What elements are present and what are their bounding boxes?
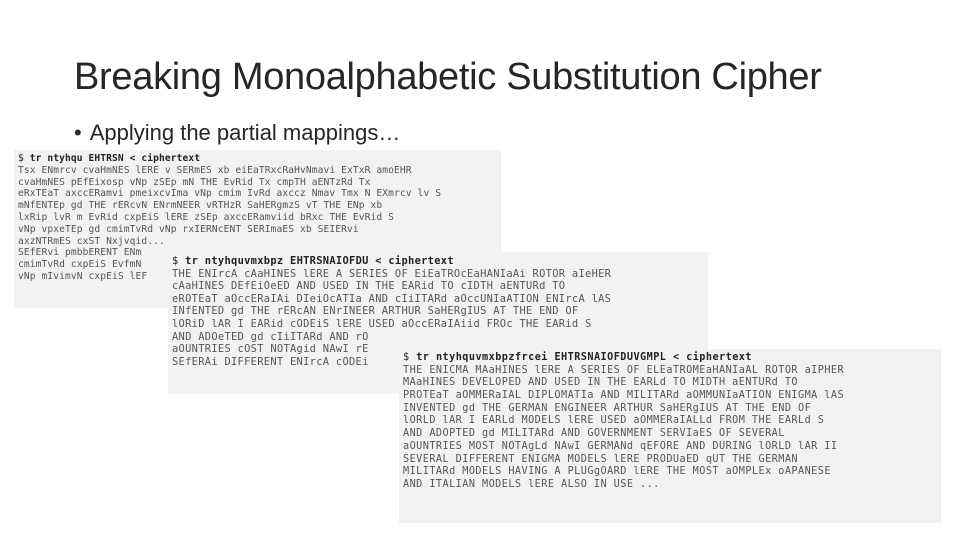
terminal-output-line: lORiD lAR I EARid cODEiS lERE USED aOccERaIAiid FROc THE EARid S: [172, 317, 592, 330]
terminal-command: tr ntyhquvmxbpzfrcei EHTRSNAIOFDUVGMPL < ciphertext: [416, 352, 752, 363]
terminal-output-line: eROTEaT aOccERaIAi DIeiOcATIa AND cIiITARd aOccUNIaATION ENIrcA lAS: [172, 292, 612, 305]
terminal-output-line: aOUNTRIES cOST NOTAgid NAwI rE: [172, 343, 369, 356]
terminal-output-line: vNp mIvimvN cxpEiS lEF: [18, 270, 148, 282]
terminal-output-line: MILITARd MODELS HAVING A PLUGgOARD lERE THE MOST aOMPLEx oAPANESE: [403, 466, 831, 478]
terminal-output-line: lxRip lvR m EvRid cxpEiS lERE zSEp axccERamviid bRxc THE EvRid S: [18, 211, 395, 223]
bullet-text: Applying the partial mappings…: [89, 120, 401, 145]
terminal-output-line: SEfERAi DIFFERENT ENIrcA cODEi: [172, 355, 369, 368]
bullet-dot: •: [74, 120, 82, 145]
terminal-output-line: MAaHINES DEVELOPED AND USED IN THE EARLd TO MIDTH aENTURd TO: [403, 377, 799, 389]
terminal-output-line: PROTEaT aOMMERaIAL DIPLOMATIa AND MILITARd aOMMUNIaATION ENIGMA lAS: [403, 390, 845, 402]
terminal-screenshot-3: [399, 349, 941, 523]
terminal-output-line: INVENTED gd THE GERMAN ENGINEER ARTHUR SaHERgIUS AT THE END OF: [403, 402, 812, 414]
terminal-output-line: INfENTED gd THE rERcAN ENrINEER ARTHUR SaHERgIUS AT THE END OF: [172, 305, 579, 318]
bullet-item: [74, 120, 400, 146]
terminal-command: tr ntyhqu EHTRSN < ciphertext: [29, 153, 201, 164]
terminal-command-line: [18, 153, 497, 165]
terminal-output-line: cAaHINES DEfEiOeED AND USED IN THE EARid TO cIDTH aENTURd TO: [172, 280, 566, 293]
terminal-output-line: aOUNTRIES MOST NOTAgLd NAwI GERMANd qEFORE AND DURING lORLD lAR II: [403, 440, 838, 452]
terminal-output-line: SEfERvi pmbbERENT ENm: [18, 247, 142, 259]
terminal-output-line: cvaHmNES pEfEixosp vNp zSEp mN THE EvRid Tx cmpTH aENTzRd Tx: [18, 176, 371, 188]
shell-prompt: $: [172, 255, 179, 267]
terminal-output-line: THE ENIrcA cAaHINES lERE A SERIES OF EiEaTROcEaHANIaAi ROTOR aIeHER: [172, 267, 612, 280]
shell-prompt: $: [403, 352, 410, 363]
terminal-output-line: THE ENICMA MAaHINES lERE A SERIES OF ELEaTROMEaHANIaAL ROTOR aIPHER: [403, 364, 845, 376]
terminal-output-line: Tsx ENmrcv cvaHmNES lERE v SERmES xb eiEaTRxcRaHvNmavi ExTxR amoEHR: [18, 164, 412, 176]
terminal-output-line: eRxTEaT axccERamvi pmeixcvIma vNp cmim IvRd axccz Nmav Tmx N EXmrcv lv S: [18, 188, 442, 200]
terminal-output-line: mNfENTEp gd THE rERcvN ENrmNEER vRTHzR SaHERgmzS vT THE ENp xb: [18, 200, 383, 212]
terminal-output-line: cmimTvRd cxpEiS EvfmN: [18, 259, 142, 271]
terminal-output-line: lORLD lAR I EARLd MODELS lERE USED aOMMERaIALLd FROM THE EARLd S: [403, 415, 825, 427]
terminal-output-line: vNp vpxeTEp gd cmimTvRd vNp rxIERNcENT SERImaES xb SEIERvi: [18, 223, 359, 235]
terminal-output-line: AND ADOPTED gd MILITARd AND GOVERNMENT SERVIaES OF SEVERAL: [403, 428, 785, 440]
terminal-output-line: AND ADOeTED gd cIiITARd AND rO: [172, 330, 369, 343]
slide-title: Breaking Monoalphabetic Substitution Cipher: [74, 56, 822, 98]
shell-prompt: $: [18, 153, 24, 164]
terminal-output-line: SEVERAL DIFFERENT ENIGMA MODELS lERE PRODUaED qUT THE GERMAN: [403, 453, 799, 465]
terminal-command-line: [172, 255, 704, 268]
terminal-command: tr ntyhquvmxbpz EHTRSNAIOFDU < ciphertext: [185, 255, 454, 267]
terminal-output-line: axzNTRmES cxST Nxjvqid...: [18, 235, 165, 247]
terminal-command-line: [403, 352, 937, 365]
terminal-output-line: AND ITALIAN MODELS lERE ALSO IN USE ...: [403, 478, 660, 490]
